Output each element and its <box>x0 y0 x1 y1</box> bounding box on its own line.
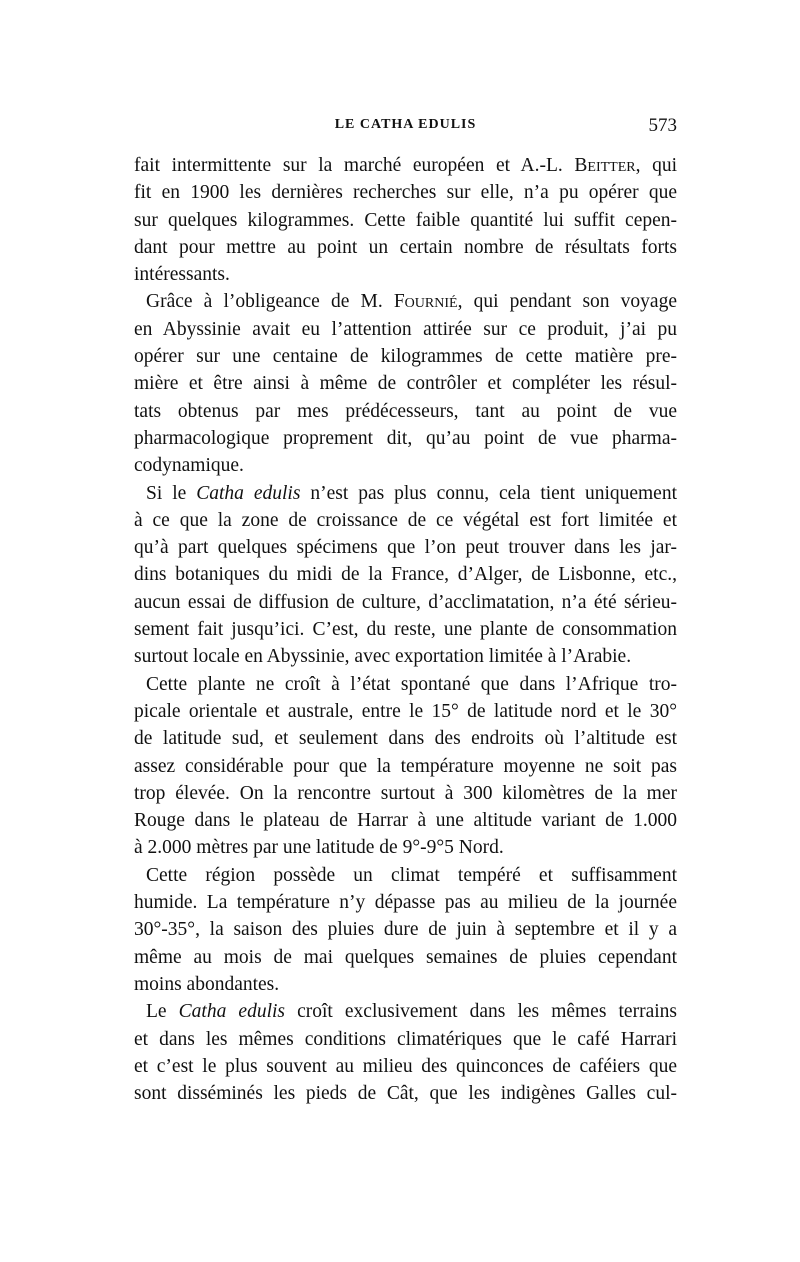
text-line: sement fait jusqu’ici. C’est, du reste, une plante de consommation <box>134 619 677 641</box>
text-line: Grâce à l’obligeance de M. Fournié, qui pendant son voyage <box>146 291 677 313</box>
text-line: intéressants. <box>134 264 230 286</box>
running-head <box>134 117 677 141</box>
text-line: aucun essai de diffusion de culture, d’acclimatation, n’a été sérieu- <box>134 591 677 613</box>
running-title: LE CATHA EDULIS <box>334 117 477 132</box>
text-line: à ce que la zone de croissance de ce végétal est fort limitée et <box>134 509 677 531</box>
page-number: 573 <box>648 115 677 136</box>
text-line: humide. La température n’y dépasse pas au milieu de la journée <box>134 892 677 914</box>
body-text <box>134 152 677 1107</box>
text-line: assez considérable pour que la température moyenne ne soit pas <box>134 755 677 777</box>
text-line: dins botaniques du midi de la France, d’Alger, de Lisbonne, etc., <box>134 564 677 586</box>
text-line: dant pour mettre au point un certain nombre de résultats forts <box>134 236 677 258</box>
text-line: de latitude sud, et seulement dans des endroits où l’altitude est <box>134 728 677 750</box>
text-line: en Abyssinie avait eu l’attention attirée sur ce produit, j’ai pu <box>134 318 677 340</box>
text-line: et c’est le plus souvent au milieu des quinconces de caféiers que <box>134 1055 677 1077</box>
text-line: Rouge dans le plateau de Harrar à une altitude variant de 1.000 <box>134 810 677 832</box>
text-line: fit en 1900 les dernières recherches sur elle, n’a pu opérer que <box>134 182 677 204</box>
text-line: qu’à part quelques spécimens que l’on peut trouver dans les jar- <box>134 537 677 559</box>
text-line: tats obtenus par mes prédécesseurs, tant au point de vue <box>134 400 677 422</box>
text-line: fait intermittente sur la marché européen et A.-L. Beitter, qui <box>134 155 678 176</box>
text-line: moins abondantes. <box>134 973 280 995</box>
text-line: et dans les mêmes conditions climatériques que le café Harrari <box>134 1028 677 1050</box>
text-line: sont disséminés les pieds de Cât, que les indigènes Galles cul- <box>134 1083 677 1105</box>
text-line: codynamique. <box>134 455 244 477</box>
text-line: opérer sur une centaine de kilogrammes de cette matière pre- <box>134 346 677 368</box>
text-line: pharmacologique proprement dit, qu’au point de vue pharma- <box>134 427 677 449</box>
text-line: sur quelques kilogrammes. Cette faible quantité lui suffit cepen- <box>134 209 677 231</box>
text-line: même au mois de mai quelques semaines de pluies cependant <box>134 946 677 968</box>
text-line: 30°-35°, la saison des pluies dure de juin à septembre et il y a <box>134 919 677 941</box>
text-line: mière et être ainsi à même de contrôler et compléter les résul- <box>134 373 677 395</box>
text-line: Si le Catha edulis n’est pas plus connu, cela tient uniquement <box>146 482 678 504</box>
text-line: surtout locale en Abyssinie, avec exportation limitée à l’Arabie. <box>134 646 632 668</box>
text-line: picale orientale et australe, entre le 15° de latitude nord et le 30° <box>134 700 677 722</box>
text-line: Cette région possède un climat tempéré et suffisamment <box>146 864 677 886</box>
text-line: Le Catha edulis croît exclusivement dans les mêmes terrains <box>146 1001 677 1023</box>
text-line: à 2.000 mètres par une latitude de 9°-9°5 Nord. <box>134 837 504 859</box>
text-line: Cette plante ne croît à l’état spontané que dans l’Afrique tro- <box>146 673 677 695</box>
text-line: trop élevée. On la rencontre surtout à 300 kilomètres de la mer <box>134 782 677 804</box>
